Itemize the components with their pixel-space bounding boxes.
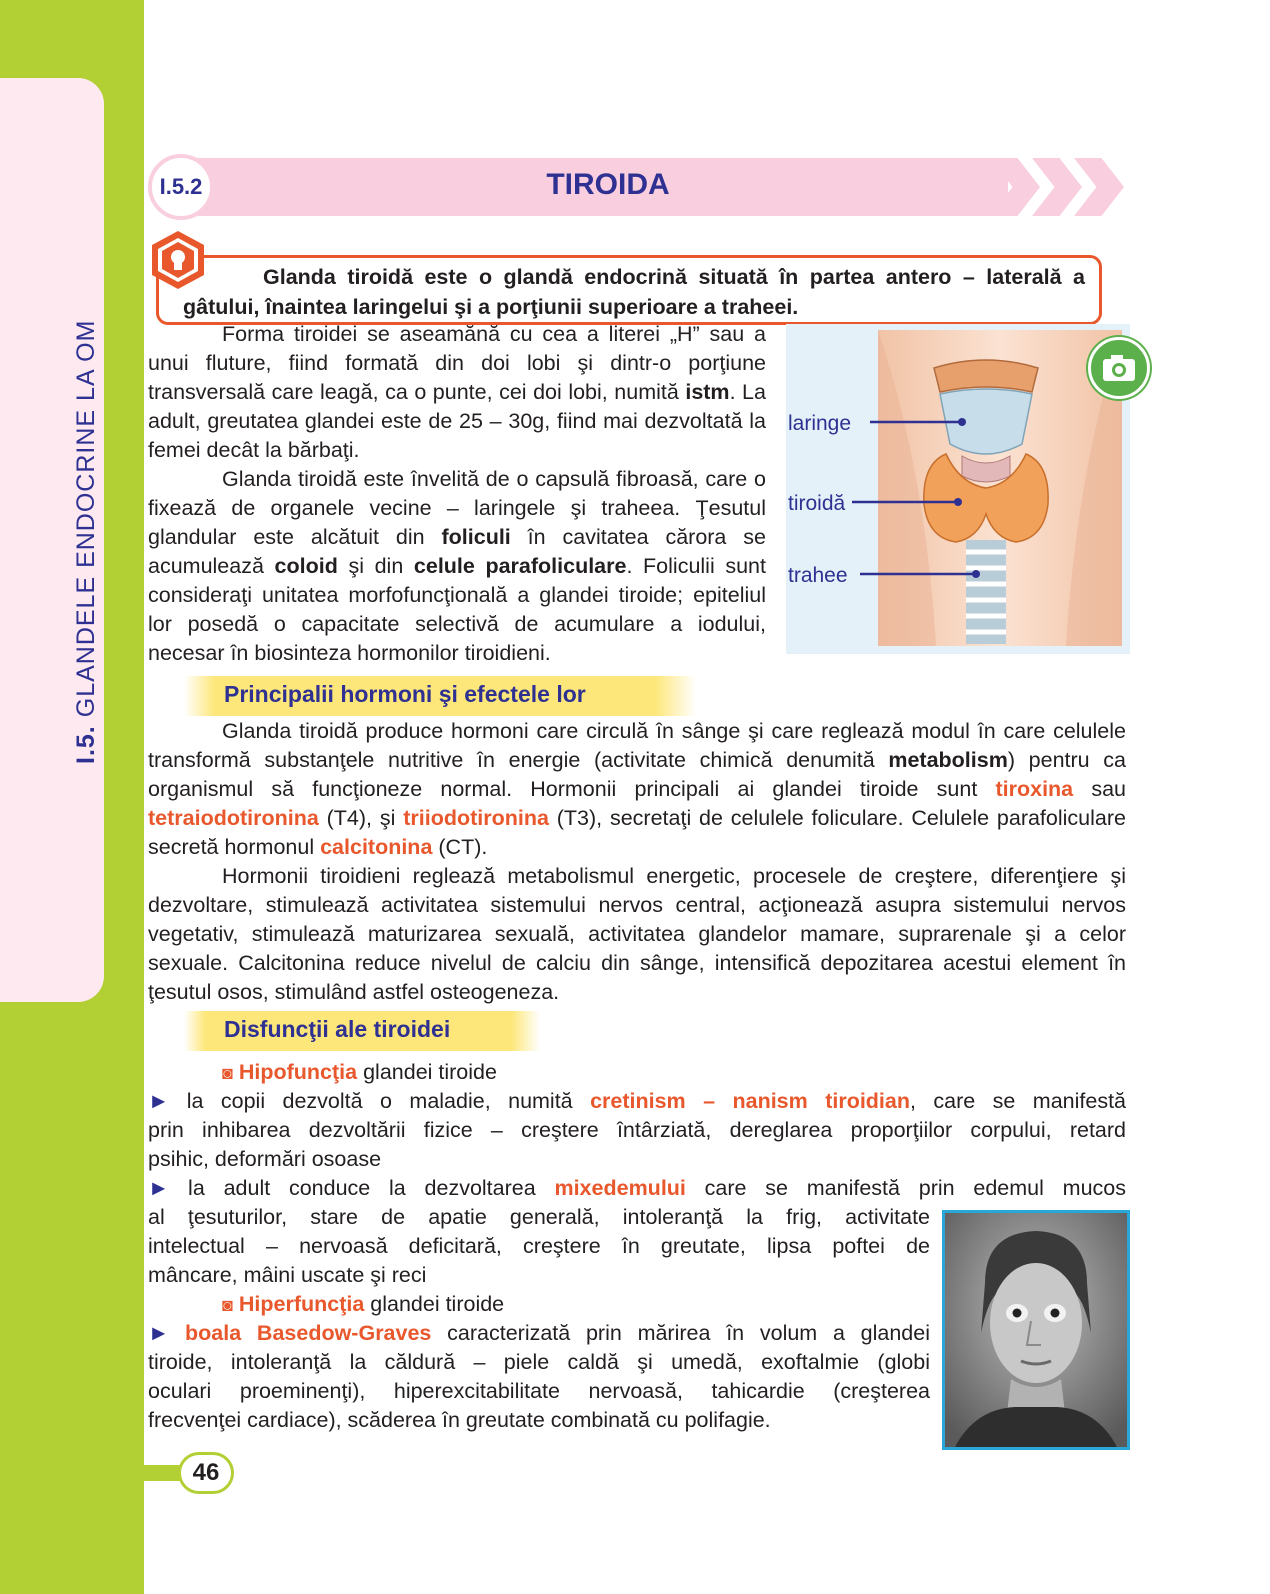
- intro-text: [148, 320, 766, 668]
- hypo-child-line-2: prin inhibarea dezvoltării fizice – creştere întârziată, dereglarea proporţiilor corpului, retard: [148, 1118, 1126, 1142]
- hyper-line-1: ► boala Basedow-Graves caracterizată prin mărirea în volum a glandei: [148, 1321, 931, 1345]
- section-heading-hormones: Principalii hormoni şi efectele lor: [184, 676, 696, 716]
- title-banner: [148, 154, 1128, 220]
- hypo-adult-line-2: al ţesuturilor, stare de apatie generală, intoleranţă la frig, activitate: [148, 1205, 930, 1229]
- label-trachea: trahee: [788, 564, 848, 587]
- thyroid-anatomy-image: [786, 324, 1130, 654]
- square-bullet-icon: ◙: [222, 1063, 233, 1083]
- hormone-term: tetraiodotironina: [148, 806, 319, 830]
- section-heading-dysfunctions: Disfuncţii ale tiroidei: [184, 1011, 540, 1051]
- cretinism-term: cretinism – nanism tiroidian: [590, 1089, 910, 1113]
- arrow-bullet-icon: ►: [148, 1176, 170, 1200]
- hypofunction-term: Hipofuncţia: [238, 1060, 358, 1084]
- hypofunction-heading: ◙ Hipofuncţia glandei tiroide: [222, 1060, 497, 1084]
- chapter-title: GLANDELE ENDOCRINE LA OM: [72, 319, 100, 718]
- bold-term: istm: [685, 380, 730, 404]
- hyperfunction-heading: ◙ Hiperfuncţia glandei tiroide: [222, 1292, 505, 1316]
- square-bullet-icon: ◙: [222, 1295, 233, 1315]
- hyper-line-3: oculari proeminenţi), hiperexcitabilitate nervoasă, tahicardie (creşterea: [148, 1379, 930, 1403]
- intro-paragraph-1: Forma tiroidei se aseamănă cu cea a literei „H” sau a unui fluture, fiind formată din doi lobi şi dintr-o porţiune transversală care leagă, ca o punte, cei doi lobi, numită istm. La adult, greutatea glandei este de 25 – 30g, fiind mai dezvoltată la femei decât la bărbaţi.: [148, 322, 766, 462]
- hypo-adult-line-3: intelectual – nervoasă deficitară, creştere în greutate, lipsa poftei de: [148, 1234, 930, 1258]
- bold-term: coloid: [274, 554, 338, 578]
- definition-box: [156, 255, 1102, 325]
- arrow-bullet-icon: ►: [148, 1321, 170, 1345]
- hypo-adult-line-1: ► la adult conduce la dezvoltarea mixedemului care se manifestă prin edemul mucos: [148, 1176, 1126, 1200]
- camera-icon: [1088, 337, 1150, 399]
- patient-photo: [942, 1210, 1130, 1450]
- hormones-paragraph-1: Glanda tiroidă produce hormoni care circulă în sânge şi care reglează modul în care celulele transformă substanţele nutritive în energie (activitate chimică denumită metabolism) pentru ca organismul să funcţioneze normal. Hormonii principali ai glandei tiroide sunt tiroxina sau tetraiodotironina (T4), şi triiodotironina (T3), secretaţi de celulele foliculare. Celulele parafoliculare secretă hormonul calcitonina (CT).: [148, 719, 1126, 859]
- hyper-line-2: tiroide, intoleranţă la căldură – piele caldă şi umedă, exoftalmie (globi: [148, 1350, 930, 1374]
- myxedema-term: mixedemului: [554, 1176, 686, 1200]
- thyroid-illustration: [786, 324, 1130, 654]
- bold-term: foliculi: [441, 525, 511, 549]
- hypo-adult-line-4: mâncare, mâini uscate şi reci: [148, 1263, 427, 1287]
- page-number: 46: [178, 1452, 234, 1494]
- hormones-paragraph-2: Hormonii tiroidieni reglează metabolismul energetic, procesele de creştere, diferenţiere şi dezvoltare, stimulează activitatea sistemului nervos central, acţionează asupra sistemului nervos vegetativ, stimulează maturizarea sexuală, activitatea glandelor mamare, suprarenale şi a celor sexuale. Calcitonina reduce nivelul de calciu din sânge, intensifică depozitarea acestui element în ţesutul osos, stimulând astfel osteogeneza.: [148, 864, 1126, 1004]
- chapter-label: [72, 320, 101, 764]
- key-idea-icon: [149, 229, 207, 291]
- bold-term: metabolism: [888, 748, 1008, 772]
- hormone-term: tiroxina: [995, 777, 1074, 801]
- hormone-term: triiodotironina: [403, 806, 549, 830]
- chapter-number: I.5.: [72, 725, 100, 764]
- page-title: TIROIDA: [546, 168, 670, 201]
- hyperfunction-term: Hiperfuncţia: [238, 1292, 365, 1316]
- hormone-term: calcitonina: [320, 835, 433, 859]
- hypo-child-line-3: psihic, deformări osoase: [148, 1147, 382, 1171]
- intro-paragraph-2: Glanda tiroidă este învelită de o capsulă fibroasă, care o fixează de organele vecine – laringele şi traheea. Ţesutul glandular este alcătuit din foliculi în cavitatea cărora se acumulează coloid şi din celule parafoliculare. Foliculii sunt consideraţi unitatea morfofuncţională a glandei tiroide; epiteliul lor posedă o capacitate selectivă de acumulare a iodului, necesar în biosinteza hormonilor tiroidieni.: [148, 467, 766, 665]
- label-larynx: laringe: [788, 412, 852, 435]
- definition-text: Glanda tiroidă este o glandă endocrină situată în partea antero – laterală a gâtului, înaintea laringelui şi a porţiunii superioare a traheei.: [183, 265, 1085, 319]
- label-thyroid: tiroidă: [788, 492, 846, 515]
- hyper-line-4: frecvenţei cardiace), scăderea în greutate combinată cu polifagie.: [148, 1408, 771, 1432]
- bold-term: celule parafoliculare: [413, 554, 627, 578]
- hormones-text: [148, 717, 1126, 1007]
- basedow-term: boala Basedow-Graves: [169, 1321, 432, 1345]
- arrow-bullet-icon: ►: [148, 1089, 170, 1113]
- hypo-child-line-1: ► la copii dezvoltă o maladie, numită cretinism – nanism tiroidian, care se manifestă: [148, 1089, 1127, 1113]
- section-number: I.5.2: [148, 154, 214, 220]
